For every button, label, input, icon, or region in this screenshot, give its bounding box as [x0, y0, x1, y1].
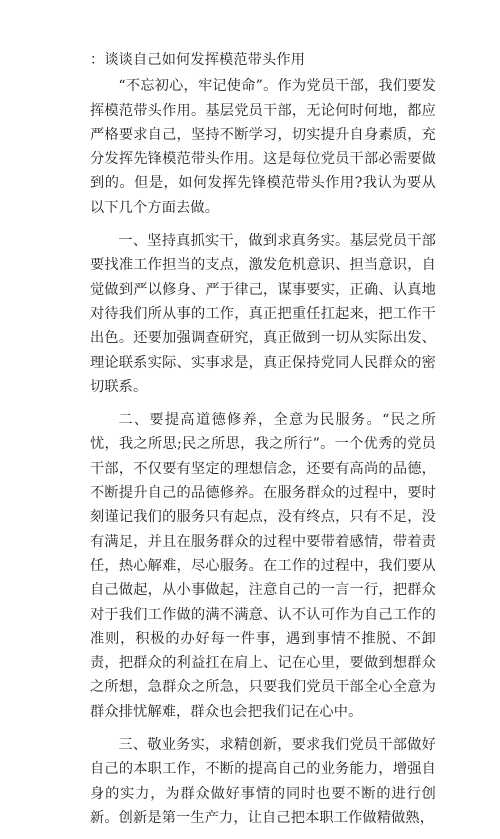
paragraph-point-two: 二、要提高道德修养，全意为民服务。“民之所忧，我之所思;民之所思，我之所行”。一个优秀的党员干部，不仅要有坚定的理想信念，还要有高尚的品德，不断提升自己的品德修养。在服务群众的过程中，要时刻谨记我们的服务只有起点，没有终点，只有不足，没有满足，并且在服务群众的过程中要带着感情，带着责任，热心解难，尽心服务。在工作的过程中，我们要从自己做起，从小事做起，注意自己的一言一行，把群众对于我们工作做的满不满意、认不认可作为自己工作的准则，积极的办好每一件事，遇到事情不推脱、不卸责，把群众的利益扛在肩上、记在心里，要做到想群众之所想，急群众之所急，只要我们党员干部全心全意为群众排忧解难，群众也会把我们记在心中。 — [90, 412, 436, 720]
document-title: ：谈谈自己如何发挥模范带头作用 — [90, 52, 306, 68]
paragraph-point-three: 三、敬业务实，求精创新，要求我们党员干部做好自己的本职工作，不断的提高自己的业务能力，增强自身的实力，为群众做好事情的同时也要不断的进行创新。创新是第一生产力，让自己把本职工作做精做熟， — [90, 737, 436, 826]
paragraph-point-one: 一、坚持真抓实干，做到求真务实。基层党员干部要找准工作担当的支点，激发危机意识、担当意识，自觉做到严以修身、严于律己，谋事要实，正确、认真地对待我们所从事的工作，真正把重任扛起来，把工作干出色。还要加强调查研究，真正做到一切从实际出发、理论联系实际、实事求是，真正保持党同人民群众的密切联系。 — [90, 233, 436, 395]
paragraph-intro: “不忘初心，牢记使命”。作为党员干部，我们要发挥模范带头作用。基层党员干部，无论何时何地，都应严格要求自己，坚持不断学习，切实提升自身素质，充分发挥先锋模范带头作用。这是每位党员干部必需要做到的。但是，如何发挥先锋模范带头作用?我认为要从以下几个方面去做。 — [90, 78, 436, 216]
document-body — [90, 48, 436, 839]
